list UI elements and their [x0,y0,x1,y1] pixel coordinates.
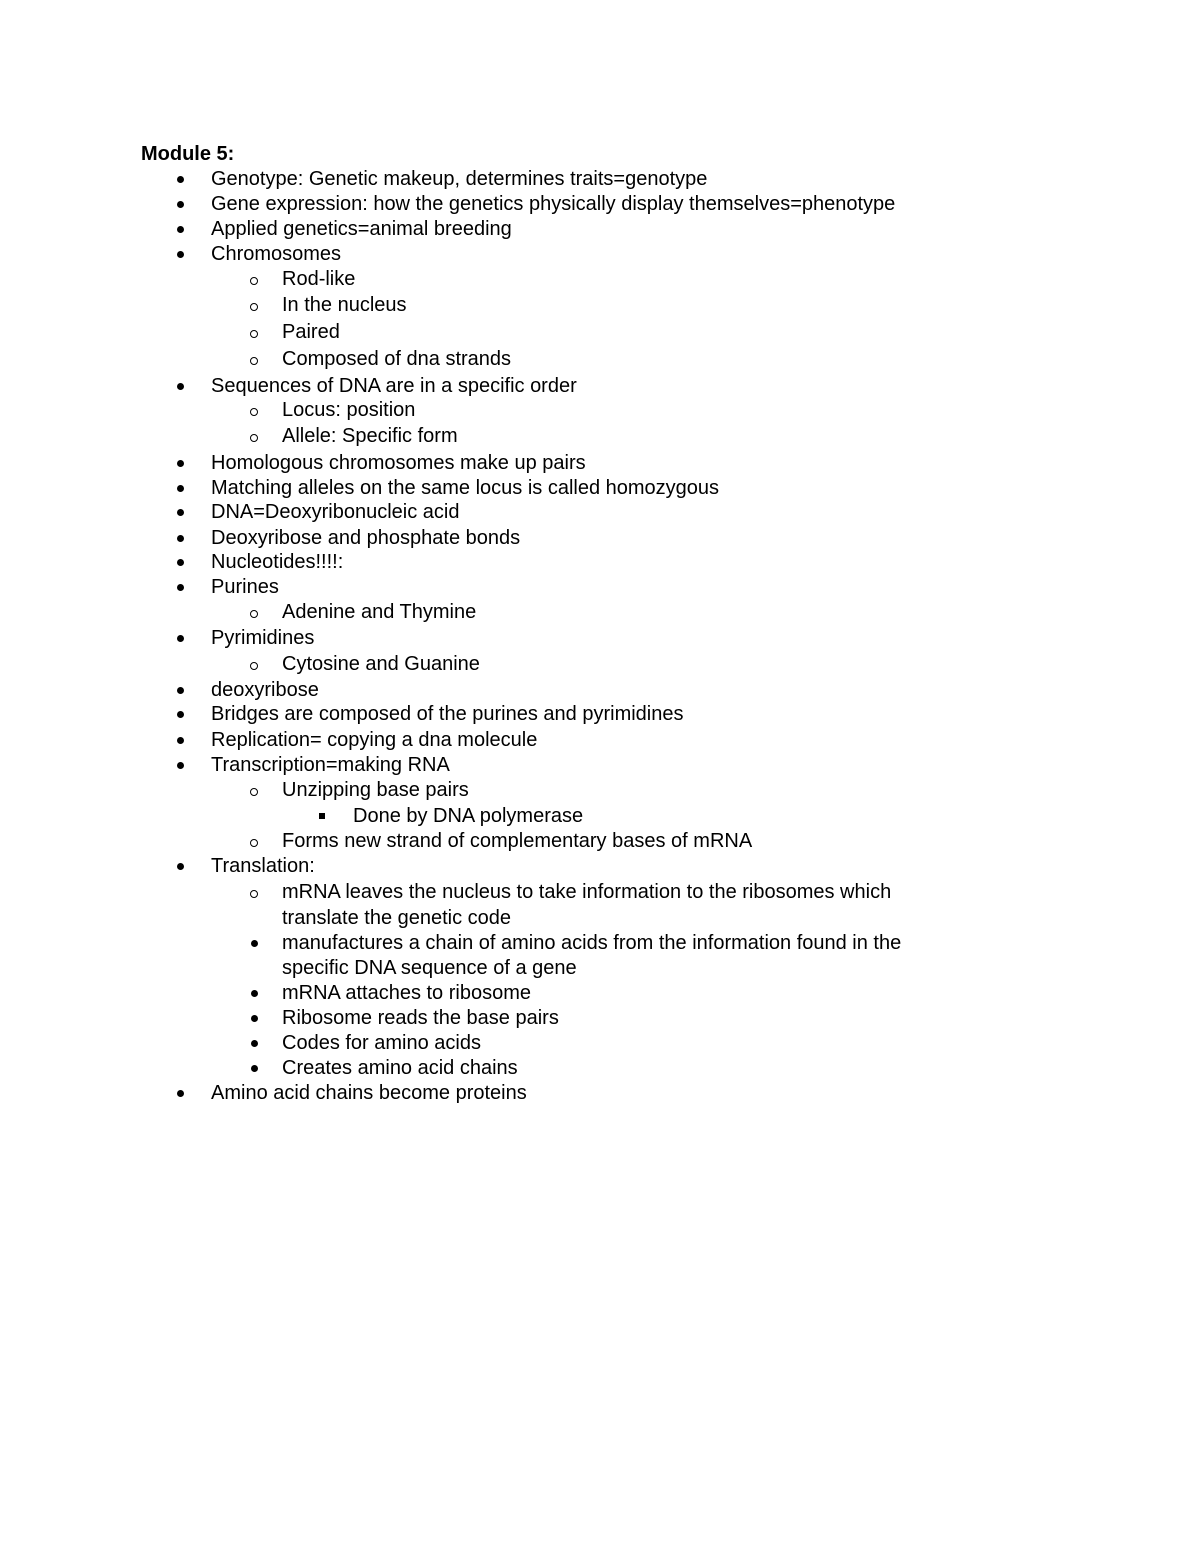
circle-bullet-icon [250,610,258,618]
list-item: Cytosine and Guanine [282,653,480,675]
bullet-icon [251,990,258,997]
bullet-icon [251,1015,258,1022]
list-item: Pyrimidines [211,627,315,649]
bullet-icon [177,535,184,542]
list-item: Ribosome reads the base pairs [282,1007,559,1029]
circle-bullet-icon [250,890,258,898]
list-item: Translation: [211,855,315,877]
bullet-icon [177,762,184,769]
bullet-icon [177,226,184,233]
list-item: Sequences of DNA are in a specific order [211,375,577,397]
list-item: Genotype: Genetic makeup, determines traits=genotype [211,168,708,190]
list-item: Matching alleles on the same locus is called homozygous [211,477,720,499]
square-bullet-icon [319,813,325,819]
circle-bullet-icon [250,357,258,365]
list-item: Amino acid chains become proteins [211,1082,527,1104]
bullet-icon [177,687,184,694]
bullet-icon [177,201,184,208]
list-item: Paired [282,321,340,343]
circle-bullet-icon [250,839,258,847]
circle-bullet-icon [250,277,258,285]
list-item: mRNA attaches to ribosome [282,982,531,1004]
circle-bullet-icon [250,434,258,442]
bullet-icon [177,559,184,566]
list-item: Deoxyribose and phosphate bonds [211,527,521,549]
module-title: Module 5: [141,143,235,165]
list-item: Allele: Specific form [282,425,458,447]
list-item: Nucleotides!!!!: [211,551,344,573]
bullet-icon [251,1040,258,1047]
bullet-icon [177,863,184,870]
bullet-icon [177,251,184,258]
list-item: Homologous chromosomes make up pairs [211,452,586,474]
bullet-icon [177,383,184,390]
list-item: mRNA leaves the nucleus to take information to the ribosomes which [282,881,892,903]
bullet-icon [177,584,184,591]
list-item: In the nucleus [282,294,407,316]
circle-bullet-icon [250,788,258,796]
list-item: Purines [211,576,279,598]
bullet-icon [251,1065,258,1072]
list-item: Locus: position [282,399,416,421]
list-item: Creates amino acid chains [282,1057,518,1079]
list-item: Transcription=making RNA [211,754,450,776]
list-item: manufactures a chain of amino acids from the information found in the [282,932,902,954]
list-item: Adenine and Thymine [282,601,477,623]
bullet-icon [177,1090,184,1097]
bullet-icon [177,635,184,642]
list-item: DNA=Deoxyribonucleic acid [211,501,460,523]
list-item: Unzipping base pairs [282,779,469,801]
circle-bullet-icon [250,303,258,311]
list-item: Rod-like [282,268,356,290]
list-item: Codes for amino acids [282,1032,481,1054]
bullet-icon [251,940,258,947]
list-item: Applied genetics=animal breeding [211,218,512,240]
list-item: Composed of dna strands [282,348,512,370]
bullet-icon [177,711,184,718]
circle-bullet-icon [250,408,258,416]
list-item: Forms new strand of complementary bases of mRNA [282,830,753,852]
bullet-icon [177,460,184,467]
bullet-icon [177,509,184,516]
circle-bullet-icon [250,330,258,338]
list-item: Done by DNA polymerase [353,805,584,827]
circle-bullet-icon [250,662,258,670]
list-item: Gene expression: how the genetics physically display themselves=phenotype [211,193,896,215]
bullet-icon [177,176,184,183]
list-item: deoxyribose [211,679,319,701]
list-item-continuation: translate the genetic code [282,907,512,929]
list-item: Chromosomes [211,243,342,265]
bullet-icon [177,485,184,492]
bullet-icon [177,737,184,744]
list-item: Replication= copying a dna molecule [211,729,538,751]
list-item-continuation: specific DNA sequence of a gene [282,957,577,979]
list-item: Bridges are composed of the purines and pyrimidines [211,703,684,725]
